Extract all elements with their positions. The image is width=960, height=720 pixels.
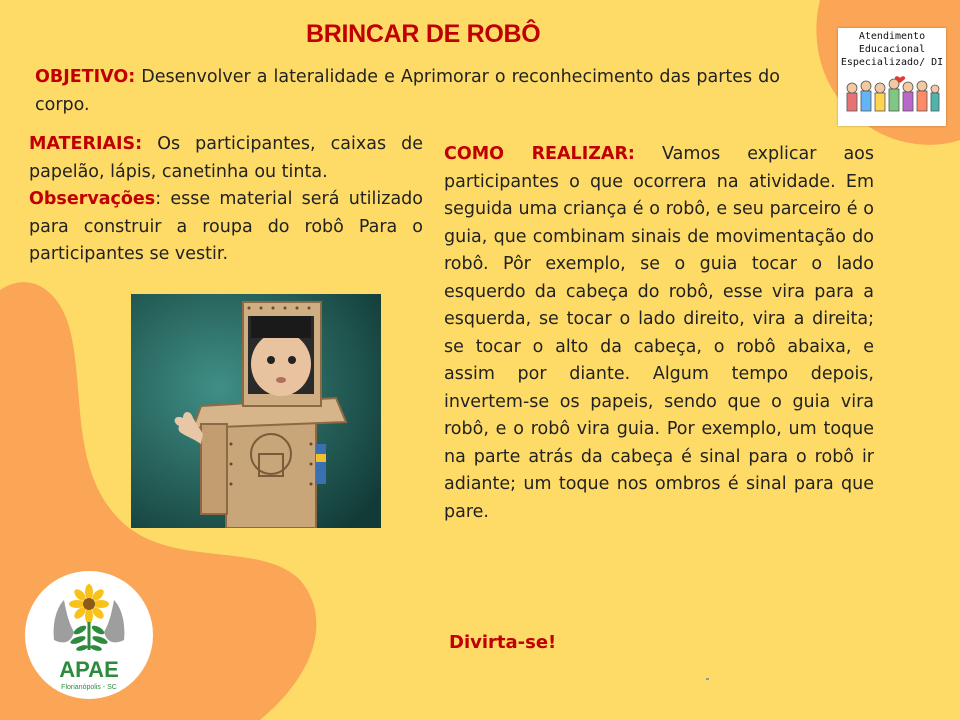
logo-city: Florianópolis - SC [61,684,117,691]
materials-block [29,131,423,269]
materials-label: MATERIAIS: [29,134,143,154]
objective-text: Desenvolver a lateralidade e Aprimorar o reconhecimento das partes do corpo. [35,67,780,115]
how-to-text: Vamos explicar aos participantes o que ocorrera na atividade. Em seguida uma criança é o robô, e seu parceiro é o guia, que combinam sinais de movimentação do robô. Pôr exemplo, se o guia tocar o lado esquerdo da cabeça do robô, esse vira para a esquerda, se tocar o lado direito, vira a direita; se tocar o alto da cabeça, o robô abaixa, e assim por diante. Algum tempo depois, invertem-se os papeis, sendo que o guia vira robô, e o robô vira guia. Por exemplo, um toque na parte atrás da cabeça é sinal para o robô ir adiante; um toque nos ombros é sinal para que pare. [444,144,874,522]
observations-paragraph [29,186,423,269]
materials-text: Os participantes, caixas de papelão, lápis, canetinha ou tinta. [29,134,423,182]
objective-label: OBJETIVO: [35,67,136,87]
badge-line: Especializado/ DI [840,57,944,68]
observations-text: : esse material será utilizado para construir a roupa do robô Para o participantes se vestir. [29,189,423,264]
objective-paragraph [35,64,780,119]
robot-costume-photo [131,294,381,528]
apae-logo [24,570,154,700]
how-to-paragraph [444,141,874,526]
children-illustration [842,74,942,124]
how-to-label: COMO REALIZAR: [444,144,635,164]
page-title: BRINCAR DE ROBÔ [306,20,541,48]
closing-text: Divirta-se! [449,632,557,653]
observations-label: Observações [29,189,156,209]
materials-paragraph [29,131,423,186]
badge-text [838,30,946,69]
logo-name: APAE [59,657,119,682]
badge-line: Educacional [858,44,926,55]
aee-badge [838,28,946,126]
small-mark [706,678,709,680]
badge-line: Atendimento [858,31,926,42]
